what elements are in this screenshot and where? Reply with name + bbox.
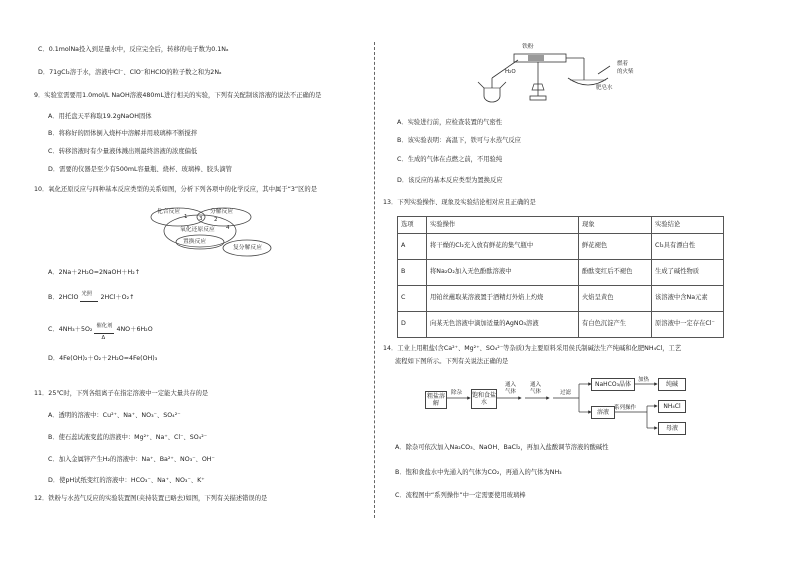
q11-option-a: A．透明的溶液中：Cu²⁺、Na⁺、NO₃⁻、SO₄²⁻	[48, 412, 181, 419]
table-row	[398, 260, 724, 286]
table-cell: 将Na₂O₂加入无色酚酞溶液中	[427, 260, 579, 286]
q9-stem: 9．实验室需要用1.0mol/L NaOH溶液480mL进行相关的实验，下列有关配制该溶液的说法不正确的是	[34, 92, 322, 99]
table-row	[398, 234, 724, 260]
q11-option-c: C．加入金属锌产生H₂的溶液中：Na⁺、Ba²⁺、NO₃⁻、OH⁻	[48, 456, 215, 463]
flow-soda-ash: 纯碱	[658, 378, 686, 391]
iron-steam-apparatus	[470, 44, 630, 104]
table-cell: A	[398, 234, 427, 260]
flow-heat-label: 加热	[638, 377, 650, 383]
q10-option-a: A．2Na＋2H₂O=2NaOH＋H₂↑	[48, 269, 141, 276]
table-cell: 生成了碱性物质	[652, 260, 724, 286]
venn-double-displacement-label: 复分解反应	[233, 245, 262, 251]
q10b-reactant: B．2HClO	[48, 294, 79, 301]
table-cell: 原溶液中一定存在Cl⁻	[652, 312, 724, 338]
q10-option-d: D．4Fe(OH)₂＋O₂＋2H₂O=4Fe(OH)₃	[48, 355, 158, 362]
q10b-product: 2HCl＋O₂↑	[100, 294, 135, 301]
q14-flowchart-arrows	[425, 372, 695, 438]
q8-option-d: D．71gCl₂溶于水，溶液中Cl⁻、ClO⁻和HClO的粒子数之和为2Nₐ	[38, 69, 222, 76]
q11-option-d: D．使pH试纸变红的溶液中：HCO₃⁻、Na⁺、NO₃⁻、K⁺	[48, 477, 205, 484]
table-header-cell: 实验结论	[652, 217, 724, 234]
q10b-condition: 光照	[81, 291, 93, 297]
flow-filter-label: 过滤	[560, 390, 572, 396]
q14-stem-line2: 流程如下图所示。下列有关说法正确的是	[395, 358, 509, 365]
venn-displacement-label: 置换反应	[183, 239, 207, 245]
flow-mother-liquor: 母液	[658, 422, 686, 435]
q13-stem: 13．下列实验操作、现象及实验结论相对应且正确的是	[383, 199, 536, 206]
q9-option-d: D．需要的仪器是至少有500mL容量瓶、烧杯、玻璃棒、胶头滴管	[48, 166, 232, 173]
apparatus-match-label-2: 的火柴	[617, 69, 634, 75]
q11-stem: 11．25℃时，下列各组离子在指定溶液中一定能大量共存的是	[34, 390, 209, 397]
q10c-heat: Δ	[101, 335, 106, 341]
table-header-row	[398, 217, 724, 234]
apparatus-iron-label: 铁粉	[522, 44, 534, 50]
table-row	[398, 286, 724, 312]
flow-purify-label: 除杂	[451, 390, 463, 396]
table-cell: 火焰呈黄色	[579, 286, 652, 312]
q10-stem: 10．氧化还原反应与四种基本反应类型的关系如图，分析下列各项中的化学反应，其中属于“3”区的是	[34, 186, 318, 193]
q10c-product: 4NO＋6H₂O	[116, 326, 153, 333]
table-cell: B	[398, 260, 427, 286]
table-header-cell: 现象	[579, 217, 652, 234]
flow-nh4cl: NH₄Cl	[658, 400, 686, 413]
flow-gas2-label: 通入	[530, 382, 542, 388]
table-cell: 用铂丝蘸取某溶液置于酒精灯外焰上灼烧	[427, 286, 579, 312]
q9-option-b: B．将称好的固体倒入烧杯中溶解并用玻璃棒不断搅拌	[48, 130, 198, 137]
q8-option-c: C．0.1molNa投入到足量水中，反应完全后，转移的电子数为0.1Nₐ	[38, 46, 229, 53]
flow-gas1-label-2: 气体	[505, 389, 517, 395]
q14-stem-line1: 14．工业上用粗盐(含Ca²⁺、Mg²⁺、SO₄²⁻等杂质)为主要原料采用侯氏制碱法生产纯碱和化肥NH₄Cl，工艺	[383, 345, 682, 352]
q10-option-c	[48, 323, 153, 341]
q12-option-d: D．该反应的基本反应类型为置换反应	[397, 177, 503, 184]
venn-redox-label: 氧化还原反应	[180, 227, 215, 233]
flow-saturated-brine: 饱和食盐水	[471, 389, 497, 409]
table-cell: 有白色沉淀产生	[579, 312, 652, 338]
apparatus-match-label: 燃着	[617, 61, 629, 67]
q10c-catalyst: 催化剂	[96, 323, 113, 329]
q13-table	[397, 216, 724, 338]
table-cell: 鲜花褪色	[579, 234, 652, 260]
flow-gas1-label: 通入	[505, 382, 517, 388]
flow-gas2-label-2: 气体	[530, 389, 542, 395]
q12-option-b: B．该实验表明：高温下，铁可与水蒸气反应	[397, 137, 521, 144]
venn-region-2: 2	[214, 217, 218, 223]
q11-option-b: B．使石蕊试液变蓝的溶液中：Mg²⁺、Na⁺、Cl⁻、SO₄²⁻	[48, 434, 208, 441]
table-cell: 该溶液中含Na元素	[652, 286, 724, 312]
table-cell: 将干燥的Cl₂充入放有鲜花的集气瓶中	[427, 234, 579, 260]
table-cell: 酚酞变红后不褪色	[579, 260, 652, 286]
venn-combination-label: 化合反应	[157, 209, 181, 215]
flow-crude-salt: 粗盐溶解	[426, 392, 445, 407]
q14-option-c: C．流程图中“系列操作”中一定需要使用玻璃棒	[395, 492, 526, 499]
venn-decomposition-label: 分解反应	[210, 209, 234, 215]
flow-nahco3-crystal: NaHCO₃晶体	[591, 378, 635, 391]
table-cell: C	[398, 286, 427, 312]
q12-stem: 12．铁粉与水蒸气反应的实验装置图(夹持装置已略去)如图，下列有关描述错误的是	[34, 495, 268, 502]
table-cell: D	[398, 312, 427, 338]
q14-option-a: A．除杂可依次加入Na₂CO₃、NaOH、BaCl₂，再加入盐酸调节溶液的酸碱性	[395, 444, 609, 451]
q9-option-a: A．用托盘天平称取19.2gNaOH固体	[48, 113, 152, 120]
table-cell: Cl₂具有漂白性	[652, 234, 724, 260]
venn-region-1: 1	[184, 214, 188, 220]
table-header-cell: 实验操作	[427, 217, 579, 234]
venn-region-4: 4	[226, 225, 230, 231]
table-header-cell: 选项	[398, 217, 427, 234]
q10c-reactant: C．4NH₃＋5O₂	[48, 326, 93, 333]
table-cell: 向某无色溶液中滴加适量的AgNO₃溶液	[427, 312, 579, 338]
table-row	[398, 312, 724, 338]
q12-option-c: C．生成的气体在点燃之前，不用验纯	[397, 156, 503, 163]
flow-series-ops-label: 系列操作	[614, 405, 637, 411]
venn-region-3: 3	[199, 216, 203, 222]
q14-option-b: B．饱和食盐水中先通入的气体为CO₂，再通入的气体为NH₃	[395, 469, 562, 476]
q12-option-a: A．实验进行前，应检查装置的气密性	[397, 119, 503, 126]
q9-option-c: C．转移溶液时有少量液体溅出则最终溶液的浓度偏低	[48, 148, 198, 155]
apparatus-water-label: H₂O	[505, 69, 516, 75]
column-divider	[374, 42, 375, 518]
q10-option-b	[48, 291, 135, 301]
apparatus-soap-label: 肥皂水	[596, 85, 613, 91]
flow-solution: 溶液	[591, 406, 615, 419]
